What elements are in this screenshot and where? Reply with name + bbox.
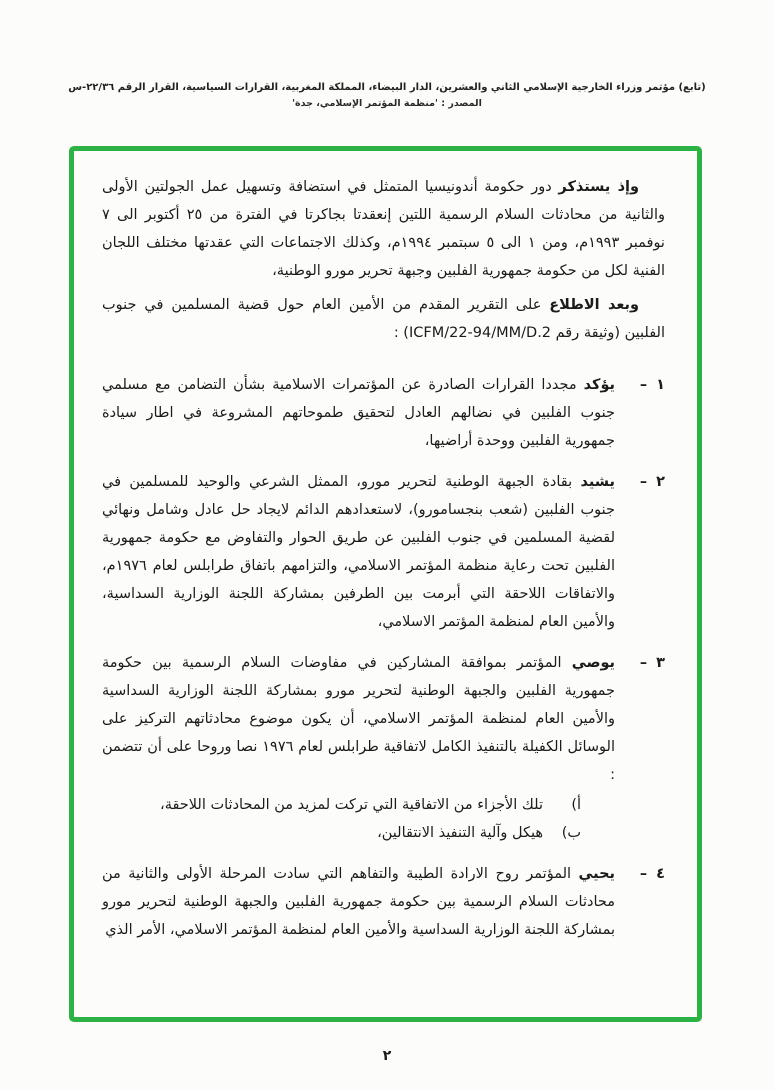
item-number-marker: [615, 649, 665, 847]
sub-item-label: ب): [561, 825, 581, 841]
paragraph-text: دور حكومة أندونيسيا المتمثل في استضافة وتسهيل عمل الجولتين الأولى والثانية من محادثات السلام الرسمية اللتين إنعقدتا بجاكرتا في الفترة من ٢٥ أكتوبر الى ٧ نوفمبر ١٩٩٣م، ومن ١ الى ٥ سبتمبر ١٩٩٤م، وكذلك الاجتماعات التي عقدتها مختلف اللجان الفنية لكل من حكومة جمهورية الفلبين وجبهة تحرير مورو الوطنية،: [102, 179, 666, 279]
item-body: [102, 649, 615, 847]
resolution-item-4: [102, 860, 665, 944]
item-number: ١: [656, 377, 665, 393]
resolution-item-3: [102, 649, 665, 847]
page-number: ٢: [382, 1048, 392, 1064]
item-text-content: المؤتمر بموافقة المشاركين في مفاوضات السلام الرسمية بين حكومة جمهورية الفلبين والجبهة الوطنية لتحرير مورو بمشاركة اللجنة الوزارية السداسية والأمين العام لمنظمة المؤتمر الاسلامي، أن يكون موضوع محادثاتهم التركيز على الوسائل الكفيلة بالتنفيذ الكامل لاتفاقية طرابلس لعام ١٩٧٦ نصا وروحا على أن تتضمن :: [102, 655, 615, 783]
item-dash: –: [639, 655, 648, 671]
item-text-content: المؤتمر روح الارادة الطيبة والتفاهم التي سادت المرحلة الأولى والثانية من محادثات السلام الرسمية بين حكومة جمهورية الفلبين والجبهة الوطنية لتحرير مورو بمشاركة اللجنة الوزارية السداسية والأمين العام لمنظمة المؤتمر الاسلامي، الأمر الذي: [102, 866, 615, 938]
sub-item-a: [102, 791, 581, 819]
item-text: [102, 468, 615, 636]
header-source-line: المصدر : 'منظمة المؤتمر الإسلامي، جدة': [292, 98, 482, 109]
resolution-items-list: [102, 371, 665, 944]
item-body: [102, 371, 615, 455]
item-text: [102, 371, 615, 455]
item-text: [102, 860, 615, 944]
item-text: [102, 649, 615, 789]
paragraph-lead: وبعد الاطلاع: [549, 297, 640, 313]
header-citation-line: (تابع) مؤتمر وزراء الخارجية الإسلامي الثاني والعشرين، الدار البيضاء، المملكة المغربية، القرارات السياسية، القرار الرقم ٢٢/٣٦-س: [68, 82, 706, 93]
paragraph-lead: وإذ يستذكر: [558, 179, 639, 195]
item-number: ٢: [656, 474, 665, 490]
item-text-content: بقادة الجبهة الوطنية لتحرير مورو، الممثل الشرعي والوحيد للمسلمين في جنوب الفلبين (شعب بنجسامورو)، لاستعدادهم الدائم لايجاد حل عادل وشامل ونهائي لقضية المسلمين في جنوب الفلبين عن طريق الحوار والتفاوض مع حكومة جمهورية الفلبين تحت رعاية منظمة المؤتمر الاسلامي، والتزامهم باتفاق طرابلس لعام ١٩٧٦م، والاتفاقات اللاحقة التي أبرمت بين الطرفين بمشاركة اللجنة الوزارية السداسية، والأمين العام لمنظمة المؤتمر الاسلامي،: [102, 474, 615, 630]
sub-item-text: تلك الأجزاء من الاتفاقية التي تركت لمزيد من المحادثات اللاحقة،: [160, 797, 543, 813]
sub-item-text: هيكل وآلية التنفيذ الانتقالين،: [377, 825, 543, 841]
resolution-item-1: [102, 371, 665, 455]
sub-item-b: [102, 819, 581, 847]
item-lead: يوصي: [571, 655, 615, 671]
sub-items-list: [102, 791, 581, 847]
preamble-paragraph-1: [102, 173, 665, 285]
item-dash: –: [639, 377, 648, 393]
paragraph-text: على التقرير المقدم من الأمين العام حول قضية المسلمين في جنوب الفلبين (وثيقة رقم ICFM/22-94/MM/D.2) :: [102, 297, 665, 341]
item-body: [102, 468, 615, 636]
item-number-marker: [615, 371, 665, 455]
item-lead: يحيي: [578, 866, 615, 882]
item-lead: يشيد: [580, 474, 615, 490]
item-dash: –: [639, 474, 648, 490]
item-body: [102, 860, 615, 944]
item-number-marker: [615, 860, 665, 944]
item-lead: يؤكد: [583, 377, 615, 393]
preamble-paragraph-2: [102, 291, 665, 347]
annotation-green-box: [69, 146, 702, 1022]
item-dash: –: [639, 866, 648, 882]
document-header: [0, 82, 774, 109]
item-number: ٤: [656, 866, 665, 882]
item-text-content: مجددا القرارات الصادرة عن المؤتمرات الاسلامية بشأن التضامن مع مسلمي جنوب الفلبين في نضالهم العادل لتحقيق طموحاتهم المشروعة في اطار سيادة جمهورية الفلبين ووحدة أراضيها،: [102, 377, 615, 449]
item-number: ٣: [656, 655, 665, 671]
sub-item-label: أ): [571, 797, 581, 813]
resolution-item-2: [102, 468, 665, 636]
item-number-marker: [615, 468, 665, 636]
